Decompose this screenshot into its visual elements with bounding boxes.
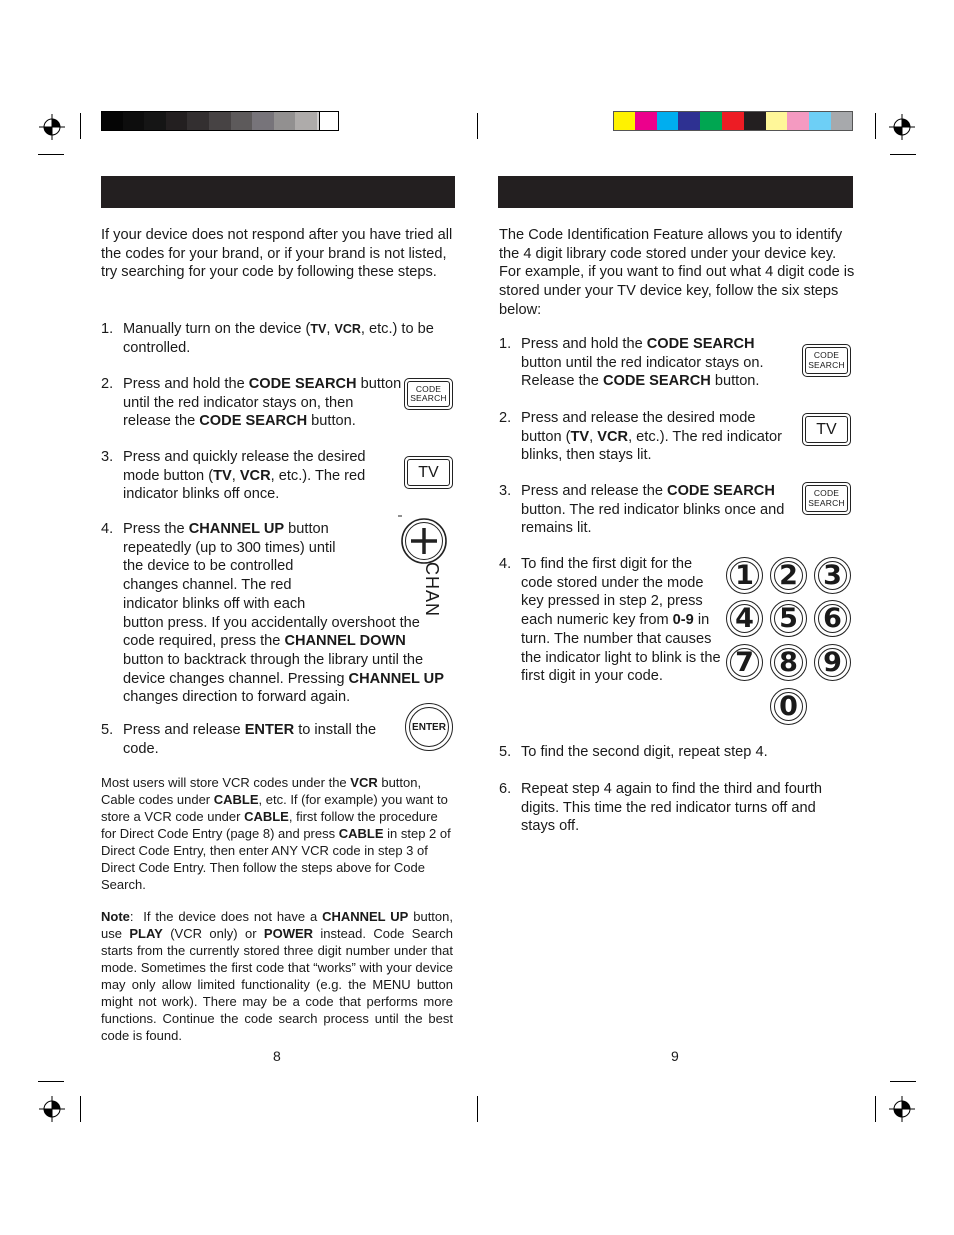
digit-key-icon: 2 xyxy=(770,557,807,594)
left-step-1: Manually turn on the device (TV, VCR, etc.) to be controlled. xyxy=(123,321,434,356)
chan-label: CHAN xyxy=(422,562,442,618)
left-intro: If your device does not respond after you have tried all the codes for your brand, or if your brand is not listed, try searching for your code by following these steps. xyxy=(101,227,453,281)
enter-button-icon: ENTER xyxy=(405,703,453,751)
right-step-number: 6. xyxy=(499,781,512,797)
digit-key-icon: 3 xyxy=(814,557,851,594)
digit-key-icon: 7 xyxy=(726,644,763,681)
digit-key-icon: 8 xyxy=(770,644,807,681)
left-note: Note: If the device does not have a CHANNEL UP button, use PLAY (VCR only) or POWER instead. Code Search starts from the currently stored three digit number under that mode. Sometimes the first code that “works” with your device may only allow limited functionality (e.g. the MENU button might not work). There may be a code that performs more functions. Continue the code search process until the best code is found. xyxy=(101,909,453,1043)
right-step-1: Press and hold the CODE SEARCH button until the red indicator stays on. Release the CODE SEARCH button. xyxy=(521,336,764,390)
right-step-5: To find the second digit, repeat step 4. xyxy=(521,744,768,760)
right-step-number: 3. xyxy=(499,483,512,499)
tv-button-icon: TV xyxy=(404,456,453,489)
digit-key-icon: 0 xyxy=(770,688,807,725)
right-intro: The Code Identification Feature allows you to identify the 4 digit library code stored under your device key. For example, if you want to find out what 4 digit code is stored under your TV device key, follow the six steps below: xyxy=(499,227,855,318)
left-step-2: Press and hold the CODE SEARCH button until the red indicator stays on, then release the CODE SEARCH button. xyxy=(123,376,402,430)
right-header-bar xyxy=(498,176,853,208)
code-search-button-icon: CODE SEARCH xyxy=(404,378,453,410)
right-step-number: 1. xyxy=(499,336,512,352)
right-step-number: 2. xyxy=(499,410,512,426)
right-step-number: 5. xyxy=(499,744,512,760)
digit-key-icon: 6 xyxy=(814,600,851,637)
right-step-6: Repeat step 4 again to find the third and fourth digits. This time the red indicator turns off and stays off. xyxy=(521,781,823,835)
left-step-number: 4. xyxy=(101,521,114,537)
left-vcr-cable-note: Most users will store VCR codes under the VCR button, Cable codes under CABLE, etc. If (for example) you want to store a VCR code under CABLE, first follow the procedure for Direct Code Entry (page 8) and press CABLE in step 2 of Direct Code Entry, then enter ANY VCR code in step 3 of Direct Code Entry. Then follow the steps above for Code Search. xyxy=(101,775,451,892)
right-step-2: Press and release the desired mode button (TV, VCR, etc.). The red indicator blinks, then stays lit. xyxy=(521,410,782,464)
digit-key-icon: 1 xyxy=(726,557,763,594)
gray-bar-frame xyxy=(101,111,339,131)
registration-target-icon xyxy=(889,1096,915,1122)
registration-target-icon xyxy=(889,114,915,140)
left-page-number: 8 xyxy=(273,1048,281,1064)
registration-target-icon xyxy=(39,1096,65,1122)
left-step-3: Press and quickly release the desired mode button (TV, VCR, etc.). The red indicator blinks off once. xyxy=(123,449,366,503)
digit-key-icon: 9 xyxy=(814,644,851,681)
left-step-number: 1. xyxy=(101,321,114,337)
registration-target-icon xyxy=(39,114,65,140)
left-step-4: Press the CHANNEL UP button repeatedly (up to 300 times) until the device to be controlled changes channel. The red indicator blinks off with each button press. If you accidentally overshoot the code required, press the CHANNEL DOWN button to backtrack through the library until the device changes channel. Pressing CHANNEL UP changes direction to forward again. xyxy=(123,521,444,706)
tv-button-icon: TV xyxy=(802,413,851,446)
code-search-button-icon: CODE SEARCH xyxy=(802,482,851,515)
left-step-number: 3. xyxy=(101,449,114,465)
digit-key-icon: 4 xyxy=(726,600,763,637)
right-page-number: 9 xyxy=(671,1048,679,1064)
right-step-3: Press and release the CODE SEARCH button. The red indicator blinks once and remains lit. xyxy=(521,483,785,537)
left-step-number: 5. xyxy=(101,722,114,738)
digit-key-icon: 5 xyxy=(770,600,807,637)
channel-up-plus-icon xyxy=(398,514,450,569)
right-step-4: To find the first digit for the code stored under the mode key pressed in step 2, press each numeric key from 0-9 in turn. The number that causes the indicator light to blink is the first digit in your code. xyxy=(521,556,721,685)
color-bar-frame xyxy=(613,111,853,131)
left-step-number: 2. xyxy=(101,376,114,392)
right-step-number: 4. xyxy=(499,556,512,572)
code-search-button-icon: CODE SEARCH xyxy=(802,344,851,377)
left-step-5: Press and release ENTER to install the code. xyxy=(123,722,377,757)
left-header-bar xyxy=(101,176,455,208)
